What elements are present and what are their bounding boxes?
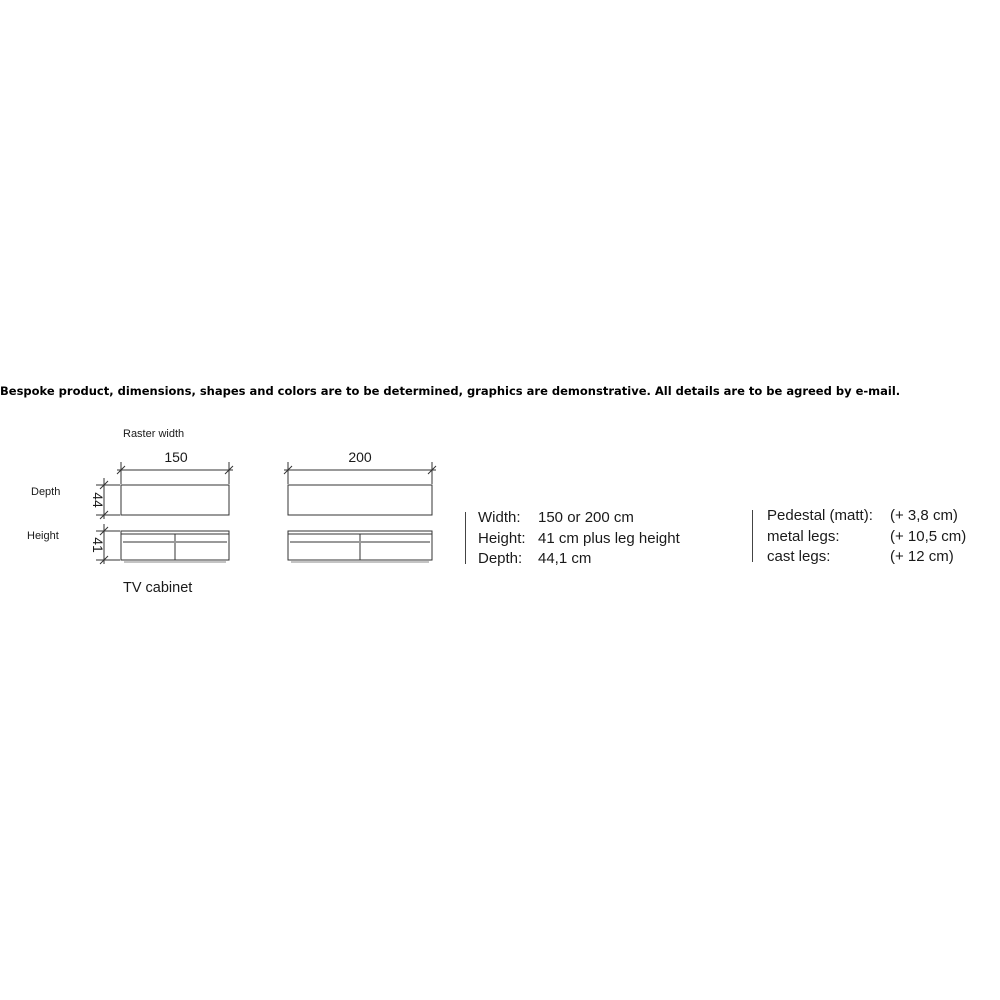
spec-row-height	[478, 529, 718, 550]
depth-label: Depth	[31, 486, 61, 498]
spec-row-width	[478, 508, 718, 529]
dimension-specs	[478, 508, 718, 572]
top-view-200	[288, 485, 432, 515]
option-value: (+ 12 cm)	[890, 548, 954, 565]
option-value: (+ 3,8 cm)	[890, 507, 958, 524]
spec-key: Width:	[478, 509, 521, 526]
front-view-150	[121, 531, 229, 562]
spec-row-depth	[478, 549, 718, 570]
height-value-label: 41	[90, 537, 106, 553]
option-value: (+ 10,5 cm)	[890, 527, 967, 545]
width-200-label: 200	[348, 449, 372, 465]
top-view-150	[121, 485, 229, 515]
spec-divider	[465, 512, 466, 564]
spec-value: 44,1 cm	[538, 550, 592, 567]
width-150-label: 150	[164, 449, 188, 465]
option-key: metal legs:	[767, 527, 840, 545]
disclaimer-text: Bespoke product, dimensions, shapes and colors are to be determined, graphics are demonstrative. All details are to be agreed by e-mail.	[0, 384, 901, 398]
option-row-metal-legs	[767, 527, 967, 548]
spec-value: 150 or 200 cm	[538, 509, 634, 526]
options-divider	[752, 510, 753, 562]
width-150-dimension	[117, 462, 233, 484]
height-label: Height	[27, 530, 59, 542]
option-row-pedestal	[767, 506, 967, 527]
tv-cabinet-caption: TV cabinet	[123, 580, 193, 596]
spec-value: 41 cm plus leg height	[538, 529, 680, 547]
option-row-cast-legs	[767, 547, 967, 568]
width-200-dimension	[284, 462, 436, 484]
front-view-200	[288, 531, 432, 562]
option-key: Pedestal (matt):	[767, 507, 873, 524]
spec-key: Height:	[478, 529, 526, 547]
spec-key: Depth:	[478, 550, 523, 567]
leg-options	[767, 506, 967, 570]
depth-value-label: 44	[90, 492, 106, 508]
option-key: cast legs:	[767, 548, 831, 565]
raster-width-label: Raster width	[123, 428, 185, 440]
